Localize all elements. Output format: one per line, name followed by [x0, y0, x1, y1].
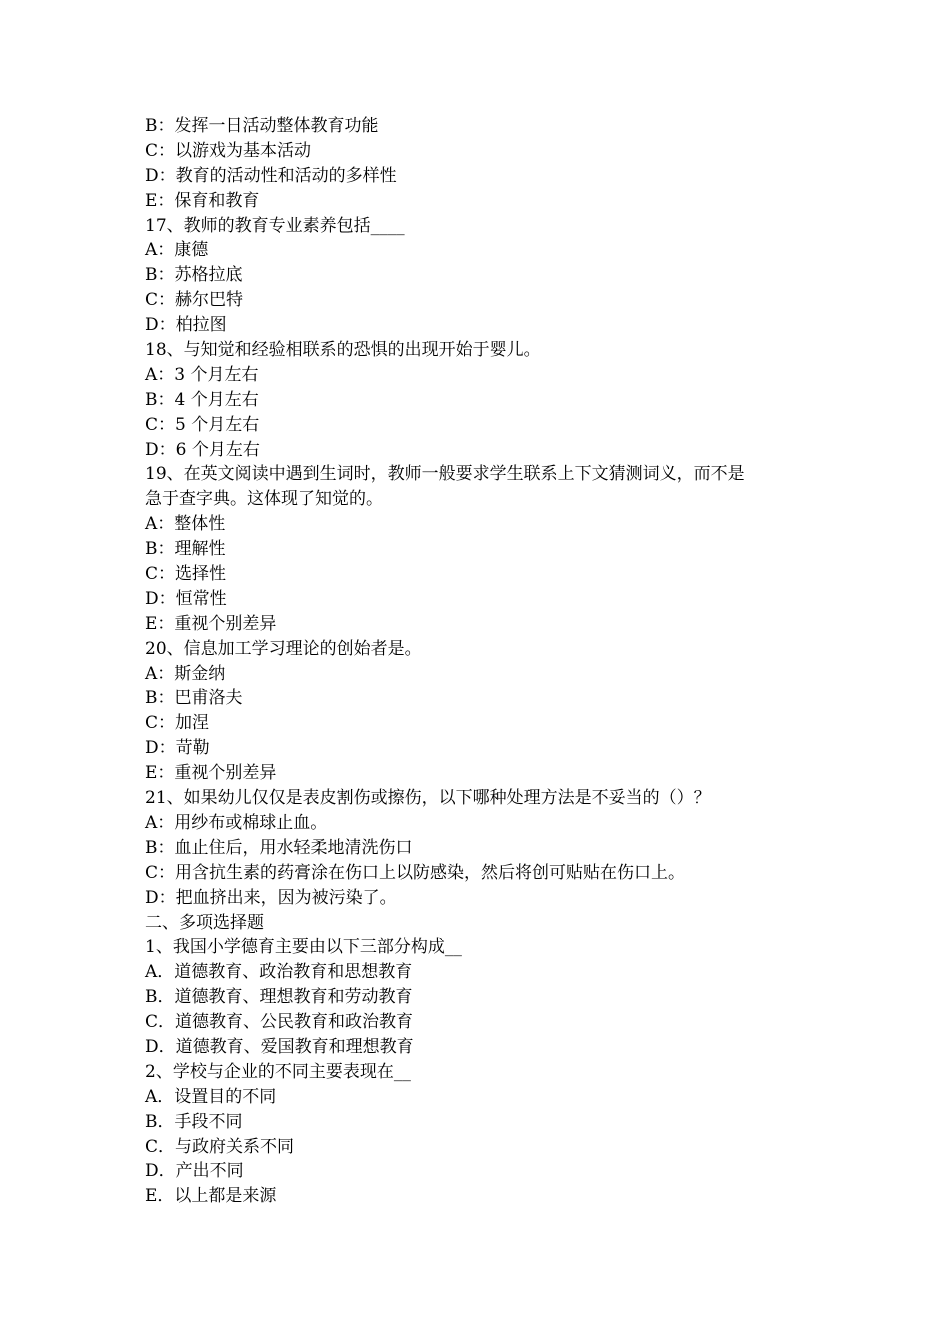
text-line: D：把血挤出来，因为被污染了。	[145, 887, 397, 908]
text-line: E．以上都是来源	[145, 1186, 277, 1207]
text-line: E：重视个别差异	[145, 763, 277, 784]
text-line: E：保育和教育	[145, 190, 260, 211]
text-line: D：苛勒	[145, 738, 210, 759]
question-17: 17、教师的教育专业素养包括____	[145, 215, 405, 236]
document-body	[145, 114, 825, 1209]
text-line: B：巴甫洛夫	[145, 688, 243, 709]
text-line: C：加涅	[145, 713, 210, 734]
question-21: 21、如果幼儿仅仅是表皮割伤或擦伤，以下哪种处理方法是不妥当的（）？	[145, 788, 711, 809]
text-line: D：柏拉图	[145, 315, 227, 336]
text-line: E：重视个别差异	[145, 613, 277, 634]
multi-question-2: 2、学校与企业的不同主要表现在__	[145, 1061, 411, 1082]
text-line: D．道德教育、爱国教育和理想教育	[145, 1036, 414, 1057]
text-line: C．与政府关系不同	[145, 1136, 295, 1157]
text-line: C：赫尔巴特	[145, 290, 244, 311]
text-line: A：用纱布或棉球止血。	[145, 812, 328, 833]
text-line: C：以游戏为基本活动	[145, 140, 312, 161]
question-19: 19、在英文阅读中遇到生词时，教师一般要求学生联系上下文猜测词义，而不是	[145, 464, 745, 485]
text-line: D．产出不同	[145, 1161, 244, 1182]
text-line: D：6 个月左右	[145, 439, 260, 460]
text-line: A：3 个月左右	[145, 364, 259, 385]
question-18: 18、与知觉和经验相联系的恐惧的出现开始于婴儿。	[145, 340, 541, 361]
text-line: B．手段不同	[145, 1111, 243, 1132]
text-line: B：苏格拉底	[145, 265, 243, 286]
text-line: B：4 个月左右	[145, 389, 259, 410]
text-line: A：康德	[145, 240, 209, 261]
text-line: D：恒常性	[145, 588, 227, 609]
text-line: D：教育的活动性和活动的多样性	[145, 165, 397, 186]
text-line: A：斯金纳	[145, 663, 226, 684]
text-line: A．设置目的不同	[145, 1086, 277, 1107]
text-line: B：理解性	[145, 539, 226, 560]
text-line: C．道德教育、公民教育和政治教育	[145, 1012, 414, 1033]
question-20: 20、信息加工学习理论的创始者是。	[145, 638, 422, 659]
text-line: 急于查字典。这体现了知觉的。	[145, 489, 383, 510]
text-line: C：用含抗生素的药膏涂在伤口上以防感染，然后将创可贴贴在伤口上。	[145, 862, 686, 883]
text-line: B：血止住后，用水轻柔地清洗伤口	[145, 837, 413, 858]
text-line: B：发挥一日活动整体教育功能	[145, 116, 379, 136]
text-line: C：5 个月左右	[145, 414, 260, 435]
section-heading: 二、多项选择题	[145, 912, 264, 933]
multi-question-1: 1、我国小学德育主要由以下三部分构成__	[145, 937, 462, 958]
text-line: B．道德教育、理想教育和劳动教育	[145, 987, 413, 1008]
text-line: A．道德教育、政治教育和思想教育	[145, 962, 413, 983]
text-line: A：整体性	[145, 514, 226, 535]
text-line: C：选择性	[145, 564, 227, 585]
